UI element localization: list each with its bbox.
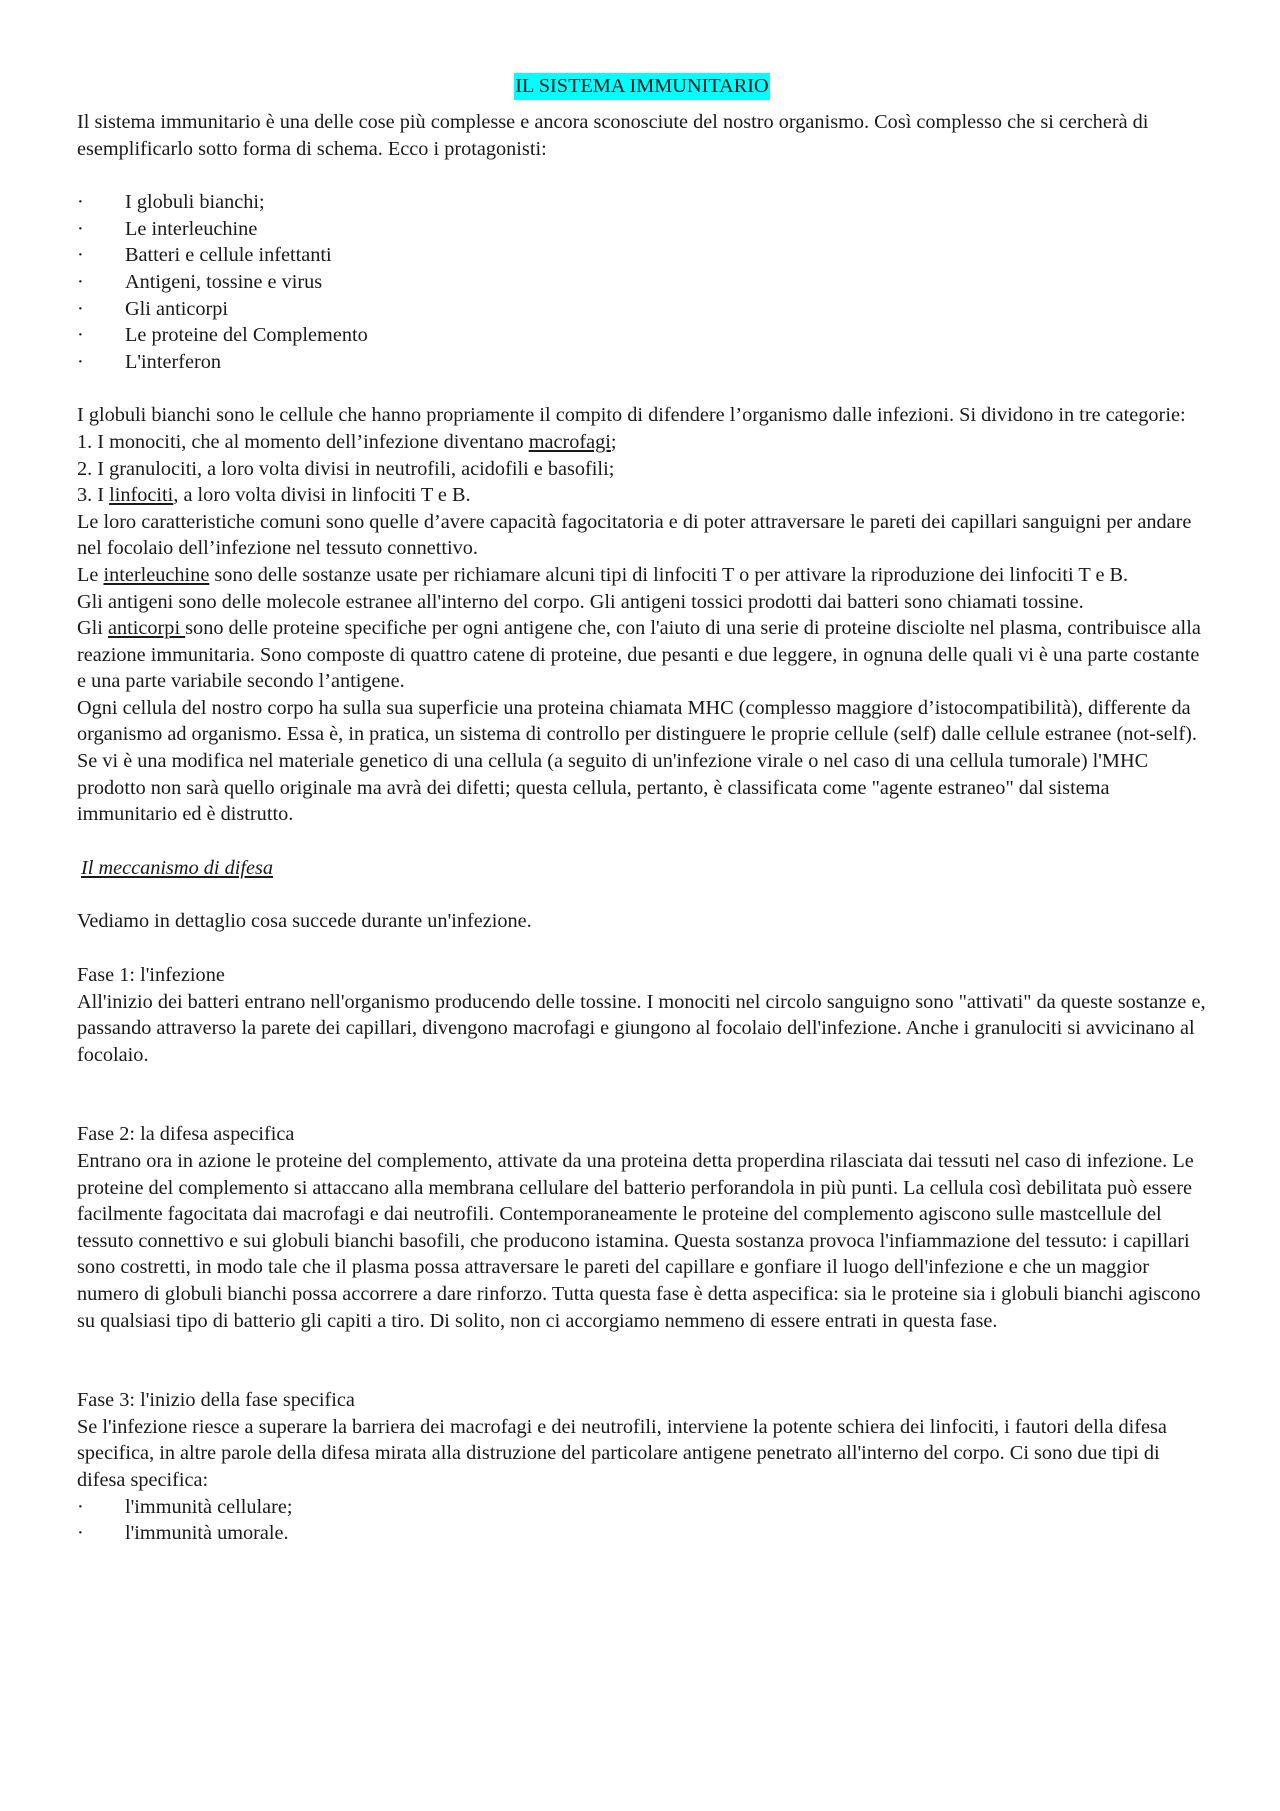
globuli-common: Le loro caratteristiche comuni sono quelle d’avere capacità fagocitatoria e di poter attraversare le pareti dei capillari sanguigni per andare nel focolaio dell’infezione nel tessuto connettivo. — [77, 510, 1192, 560]
list-item: · l'immunità cellulare; — [77, 1495, 293, 1518]
globuli-item-2: 2. I granulociti, a loro volta divisi in neutrofili, acidofili e basofili; — [77, 457, 615, 480]
globuli-intro: I globuli bianchi sono le cellule che hanno propriamente il compito di difendere l’organismo dalle infezioni. Si dividono in tre categorie: — [77, 404, 1186, 427]
interleuchine-paragraph: Le interleuchine sono delle sostanze usate per richiamare alcuni tipi di linfociti T o per attivare la riproduzione dei linfociti T e B. — [77, 563, 1129, 586]
fase2-title: Fase 2: la difesa aspecifica — [77, 1123, 295, 1146]
intro-paragraph: Il sistema immunitario è una delle cose più complesse e ancora sconosciute del nostro organismo. Così complesso che si cercherà di esemplificarlo sotto forma di schema. Ecco i protagonisti: — [77, 111, 1149, 160]
globuli-item-1: 1. I monociti, che al momento dell’infezione diventano macrofagi; — [77, 430, 617, 453]
fase1-title: Fase 1: l'infezione — [77, 964, 225, 987]
interleuchine-link[interactable]: interleuchine — [103, 563, 210, 586]
list-item: · Batteri e cellule infettanti — [77, 244, 332, 267]
section-heading: Il meccanismo di difesa — [81, 856, 274, 879]
list-item: · I globuli bianchi; — [77, 191, 265, 214]
list-item: · Le interleuchine — [77, 217, 258, 240]
mhc-paragraph: Ogni cellula del nostro corpo ha sulla sua superficie una proteina chiamata MHC (complesso maggiore d’istocompatibilità), differente da organismo ad organismo. Essa è, in pratica, un sistema di controllo per distinguere le proprie cellule (self) dalle cellule estranee (not-self). Se vi è una modifica nel materiale genetico di una cellula (a seguito di un'infezione virale o nel caso di una cellula tumorale) l'MHC prodotto non sarà quello originale ma avrà dei difetti; questa cellula, pertanto, è classificata come "agente estraneo" dal sistema immunitario ed è distrutto. — [77, 696, 1197, 826]
list-item: · l'immunità umorale. — [77, 1522, 289, 1545]
linfociti-link[interactable]: linfociti — [109, 484, 174, 507]
macrofagi-link[interactable]: macrofagi — [528, 430, 611, 453]
list-item: · Le proteine del Complemento — [77, 324, 368, 347]
antigeni-paragraph: Gli antigeni sono delle molecole estranee all'interno del corpo. Gli antigeni tossici prodotti dai batteri sono chiamati tossine. — [77, 590, 1084, 613]
fase1-text: All'inizio dei batteri entrano nell'organismo producendo delle tossine. I monociti nel circolo sanguigno sono "attivati" da queste sostanze e, passando attraverso la parete dei capillari, divengono macrofagi e giungono al focolaio dell'infezione. Anche i granulociti si avvicinano al focolaio. — [77, 990, 1206, 1066]
globuli-item-3: 3. I linfociti, a loro volta divisi in linfociti T e B. — [77, 484, 471, 507]
fase2-text: Entrano ora in azione le proteine del complemento, attivate da una proteina detta properdina rilasciata dai tessuti nel caso di infezione. Le proteine del complemento si attaccano alla membrana cellulare del batterio perforandola in più punti. La cellula così debilitata può essere facilmente fagocitata dai macrofagi e dai neutrofili. Contemporaneamente le proteine del complemento agiscono sulle mastcellule del tessuto connettivo e sui globuli bianchi basofili, che producono istamina. Questa sostanza provoca l'infiammazione del tessuto: i capillari sono costretti, in modo tale che il plasma possa attraversare le pareti del capillare e gonfiare il luogo dell'infezione e che un maggior numero di globuli bianchi possa accorrere a dare rinforzo. Tutta questa fase è detta aspecifica: sia le proteine sia i globuli bianchi agiscono su qualsiasi tipo di batterio gli capiti a tiro. Di solito, non ci accorgiamo nemmeno di essere entrati in questa fase. — [77, 1150, 1201, 1332]
list-item: · Gli anticorpi — [77, 297, 229, 320]
list-item: · Antigeni, tossine e virus — [77, 270, 323, 293]
title-block — [77, 73, 1207, 109]
document-title: IL SISTEMA IMMUNITARIO — [514, 73, 769, 100]
protagonists-list — [77, 189, 1207, 375]
fase3-title: Fase 3: l'inizio della fase specifica — [77, 1389, 355, 1412]
document-page — [77, 73, 1207, 1547]
meccanismo-intro: Vediamo in dettaglio cosa succede durante un'infezione. — [77, 910, 532, 933]
list-item: · L'interferon — [77, 350, 221, 373]
difesa-specifica-list — [77, 1494, 1207, 1547]
fase3-text: Se l'infezione riesce a superare la barriera dei macrofagi e dei neutrofili, interviene la potente schiera dei linfociti, i fautori della difesa specifica, in altre parole della difesa mirata alla distruzione del particolare antigene penetrato all'interno del corpo. Ci sono due tipi di difesa specifica: — [77, 1415, 1167, 1491]
anticorpi-paragraph: Gli anticorpi sono delle proteine specifiche per ogni antigene che, con l'aiuto di una serie di proteine disciolte nel plasma, contribuisce alla reazione immunitaria. Sono composte di quattro catene di proteine, due pesanti e due leggere, in ognuna delle quali vi è una parte costante e una parte variabile secondo l’antigene. — [77, 617, 1201, 693]
anticorpi-link[interactable]: anticorpi — [108, 617, 186, 640]
